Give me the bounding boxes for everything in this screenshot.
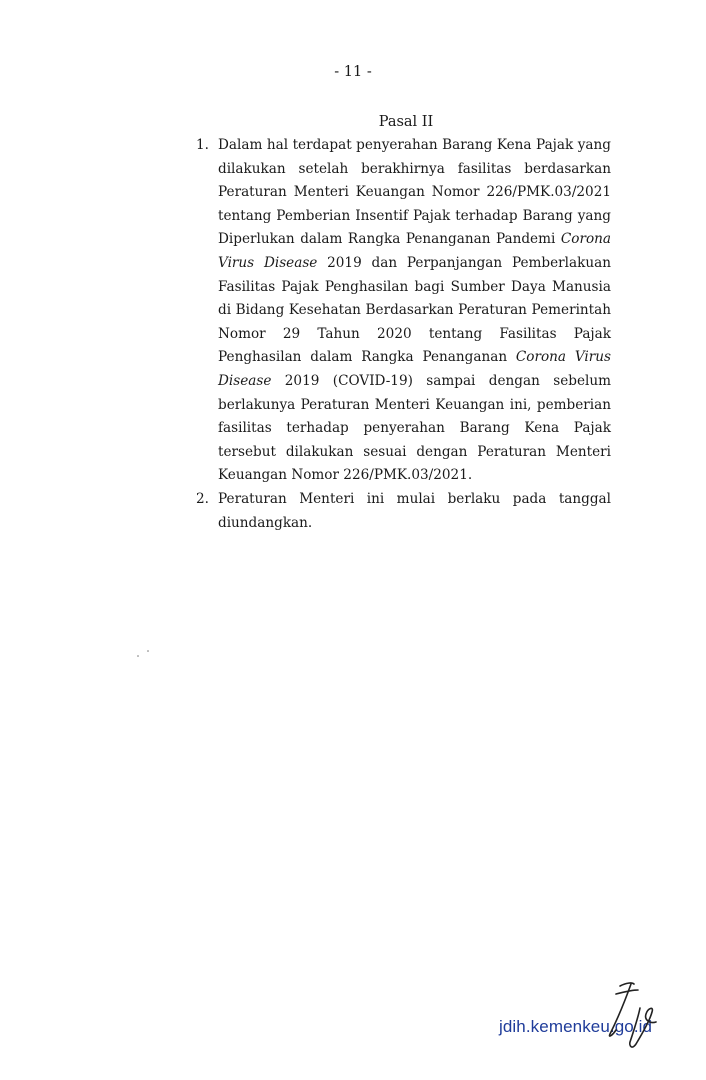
text-segment: 2019 dan Perpanjangan Pemberlakuan Fasilitas Pajak Penghasilan bagi Sumber Daya Manusia di Bidang Kesehatan Berdasarkan Peraturan Pemerintah Nomor 29 Tahun 2020 tentang Fasilitas Pajak Penghasilan dalam Rangka Penanganan <box>218 254 611 366</box>
watermark-link[interactable]: jdih.kemenkeu.go.id <box>499 1017 653 1036</box>
paraf-signature-icon <box>596 978 686 1058</box>
text-segment: Dalam hal terdapat penyerahan Barang Kena Pajak yang dilakukan setelah berakhirnya fasilitas berdasarkan Peraturan Menteri Keuangan Nomor 226/PMK.03/2021 tentang Pemberian Insentif Pajak terhadap Barang yang Diperlukan dalam Rangka Penanganan Pandemi <box>218 137 611 248</box>
article-title: Pasal II <box>378 114 434 130</box>
scan-speck <box>137 655 139 657</box>
item-number: 1. <box>196 137 209 153</box>
scan-speck <box>147 650 149 652</box>
article-list <box>196 134 611 535</box>
item-text <box>218 137 611 483</box>
italic-term: Corona Virus Disease <box>218 349 611 389</box>
text-segment: 2019 (COVID-19) sampai dengan sebelum berlakunya Peraturan Menteri Keuangan ini, pemberian fasilitas terhadap penyerahan Barang Kena Pajak tersebut dilakukan sesuai dengan Peraturan Menteri Keuangan Nomor 226/PMK.03/2021. <box>218 372 611 484</box>
item-text <box>218 491 611 531</box>
italic-term: Corona Virus Disease <box>218 231 611 271</box>
list-item <box>196 488 611 535</box>
list-item <box>196 134 611 488</box>
item-number: 2. <box>196 490 209 507</box>
text-segment: Peraturan Menteri ini mulai berlaku pada tanggal diundangkan. <box>218 490 611 531</box>
page-number: - 11 - <box>334 64 372 80</box>
